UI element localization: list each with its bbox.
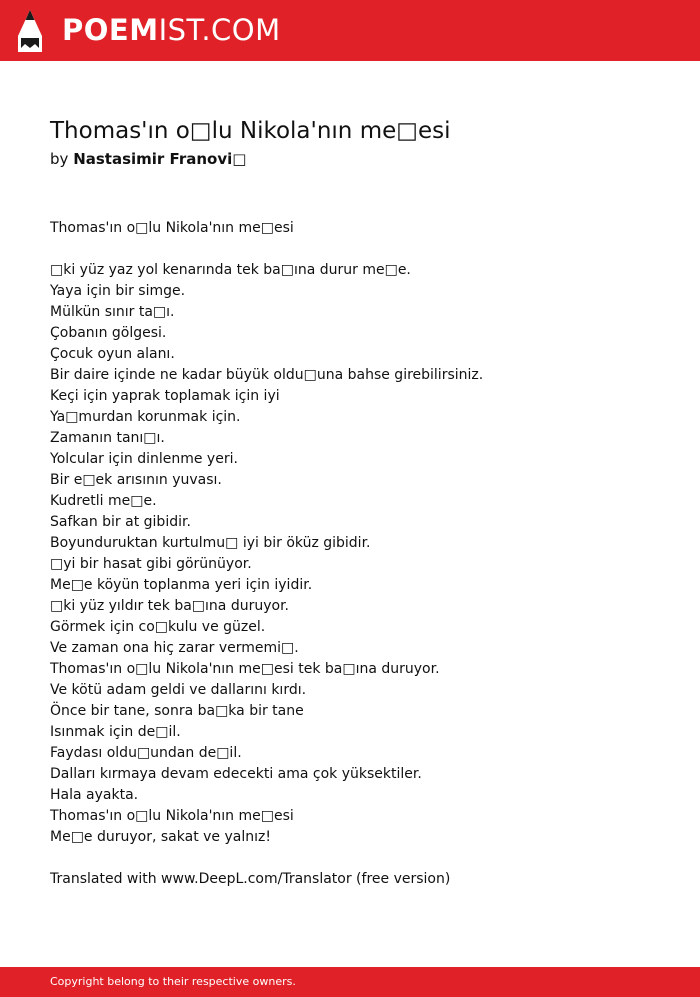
poem-line: Isınmak için de□il. (50, 724, 181, 740)
poem-line: Boyunduruktan kurtulmu□ iyi bir öküz gibidir. (50, 535, 371, 551)
pencil-logo-icon (18, 10, 42, 52)
logo-text-light: IST.COM (158, 13, 281, 47)
poem-line: Ve kötü adam geldi ve dallarını kırdı. (50, 682, 307, 698)
stanza-break (50, 239, 670, 260)
poem-line: Bir daire içinde ne kadar büyük oldu□una bahse girebilirsiniz. (50, 367, 484, 383)
by-label: by (50, 150, 69, 168)
poem-line: Zamanın tanı□ı. (50, 430, 165, 446)
poem-line: Me□e duruyor, sakat ve yalnız! (50, 829, 271, 845)
poem-line: □yi bir hasat gibi görünüyor. (50, 556, 252, 572)
poem-line: Translated with www.DeepL.com/Translator (free version) (50, 871, 451, 887)
site-header (0, 0, 700, 61)
poem-line: Bir e□ek arısının yuvası. (50, 472, 222, 488)
poem-line: Thomas'ın o□lu Nikola'nın me□esi (50, 808, 294, 824)
stanza-break (50, 848, 670, 869)
poem-line: Çobanın gölgesi. (50, 325, 167, 341)
poem-line: Ya□murdan korunmak için. (50, 409, 241, 425)
site-logo[interactable] (62, 12, 281, 48)
poem-line: Mülkün sınır ta□ı. (50, 304, 175, 320)
poem-line: Me□e köyün toplanma yeri için iyidir. (50, 577, 313, 593)
poem-line: Yolcular için dinlenme yeri. (50, 451, 238, 467)
byline (50, 149, 246, 169)
poem-line: Görmek için co□kulu ve güzel. (50, 619, 266, 635)
poem-line: Ve zaman ona hiç zarar vermemi□. (50, 640, 299, 656)
poem-line: Yaya için bir simge. (50, 283, 186, 299)
poem-title: Thomas'ın o□lu Nikola'nın me□esi (50, 118, 451, 144)
site-footer (0, 967, 700, 997)
author-name: Nastasimir Franovi□ (73, 150, 247, 168)
copyright-text: Copyright belong to their respective owners. (50, 975, 296, 988)
poem-line: Keçi için yaprak toplamak için iyi (50, 388, 280, 404)
poem-line: Safkan bir at gibidir. (50, 514, 191, 530)
poem-line: Kudretli me□e. (50, 493, 157, 509)
poem-line: Önce bir tane, sonra ba□ka bir tane (50, 703, 304, 719)
poem-line: Hala ayakta. (50, 787, 139, 803)
poem-line: □ki yüz yaz yol kenarında tek ba□ına durur me□e. (50, 262, 411, 278)
poem-line: Çocuk oyun alanı. (50, 346, 175, 362)
logo-text-bold: POEM (62, 13, 159, 47)
poem-line: Faydası oldu□undan de□il. (50, 745, 242, 761)
poem-line: Dalları kırmaya devam edecekti ama çok yüksektiler. (50, 766, 422, 782)
poem-line: □ki yüz yıldır tek ba□ına duruyor. (50, 598, 289, 614)
poem-line: Thomas'ın o□lu Nikola'nın me□esi tek ba□ına duruyor. (50, 661, 440, 677)
poem-body (50, 218, 670, 890)
poem-line: Thomas'ın o□lu Nikola'nın me□esi (50, 220, 294, 236)
